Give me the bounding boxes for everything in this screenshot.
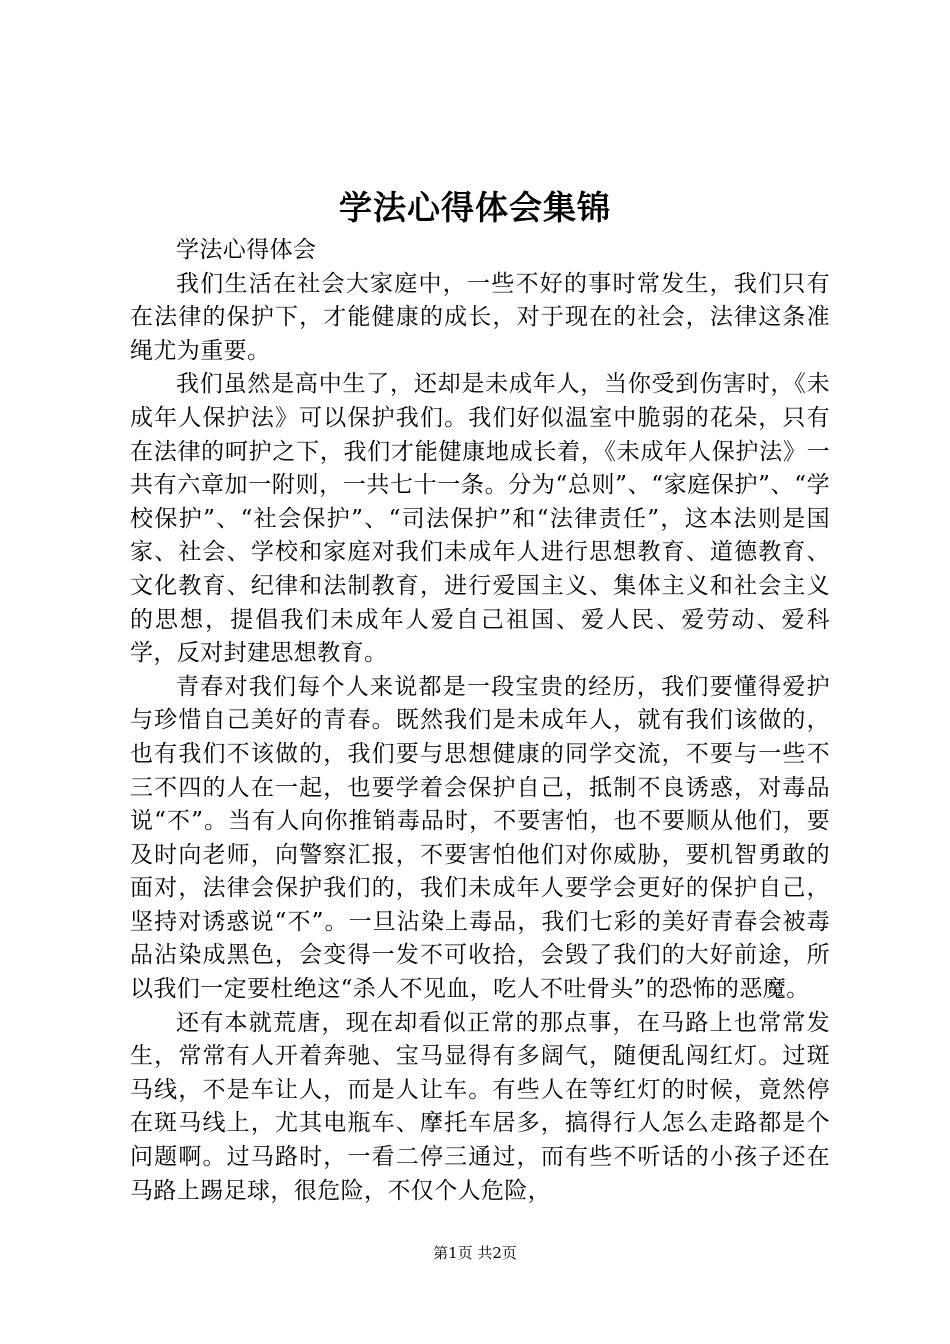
page-number: 第1页 [433,1244,473,1262]
subheading: 学法心得体会 [176,237,317,263]
document-body [130,234,830,1208]
document-title: 学法心得体会集锦 [339,188,611,227]
page-footer [0,1243,950,1263]
paragraph: 我们生活在社会大家庭中，一些不好的事时常发生，我们只有在法律的保护下，才能健康的成长，对于现在的社会，法律这条准绳尤为重要。 [130,270,830,364]
page-total: 共2页 [477,1244,517,1262]
paragraph: 青春对我们每个人来说都是一段宝贵的经历，我们要懂得爱护与珍惜自己美好的青春。既然我们是未成年人，就有我们该做的，也有我们不该做的，我们要与思想健康的同学交流，不要与一些不三不四的人在一起，也要学着会保护自己，抵制不良诱惑，对毒品说“不”。当有人向你推销毒品时，不要害怕，也不要顺从他们，要及时向老师，向警察汇报，不要害怕他们对你威胁，要机智勇敢的面对，法律会保护我们的，我们未成年人要学会更好的保护自己，坚持对诱惑说“不”。一旦沾染上毒品，我们七彩的美好青春会被毒品沾染成黑色，会变得一发不可收拾，会毁了我们的大好前途，所以我们一定要杜绝这“杀人不见血，吃人不吐骨头”的恐怖的恶魔。 [130,673,830,1003]
paragraph: 我们虽然是高中生了，还却是未成年人，当你受到伤害时，《未成年人保护法》可以保护我们。我们好似温室中脆弱的花朵，只有在法律的呵护之下，我们才能健康地成长着，《未成年人保护法》一共有六章加一附则，一共七十一条。分为“总则”、“家庭保护”、“学校保护”、“社会保护”、“司法保护”和“法律责任”，这本法则是国家、社会、学校和家庭对我们未成年人进行思想教育、道德教育、文化教育、纪律和法制教育，进行爱国主义、集体主义和社会主义的思想，提倡我们未成年人爱自己祖国、爱人民、爱劳动、爱科学，反对封建思想教育。 [130,371,830,667]
paragraph: 还有本就荒唐，现在却看似正常的那点事，在马路上也常常发生，常常有人开着奔驰、宝马显得有多阔气，随便乱闯红灯。过斑马线，不是车让人，而是人让车。有些人在等红灯的时候，竟然停在斑马线上，尤其电瓶车、摩托车居多，搞得行人怎么走路都是个问题啊。过马路时，一看二停三通过，而有些不听话的小孩子还在马路上踢足球，很危险，不仅个人危险， [130,1009,830,1204]
